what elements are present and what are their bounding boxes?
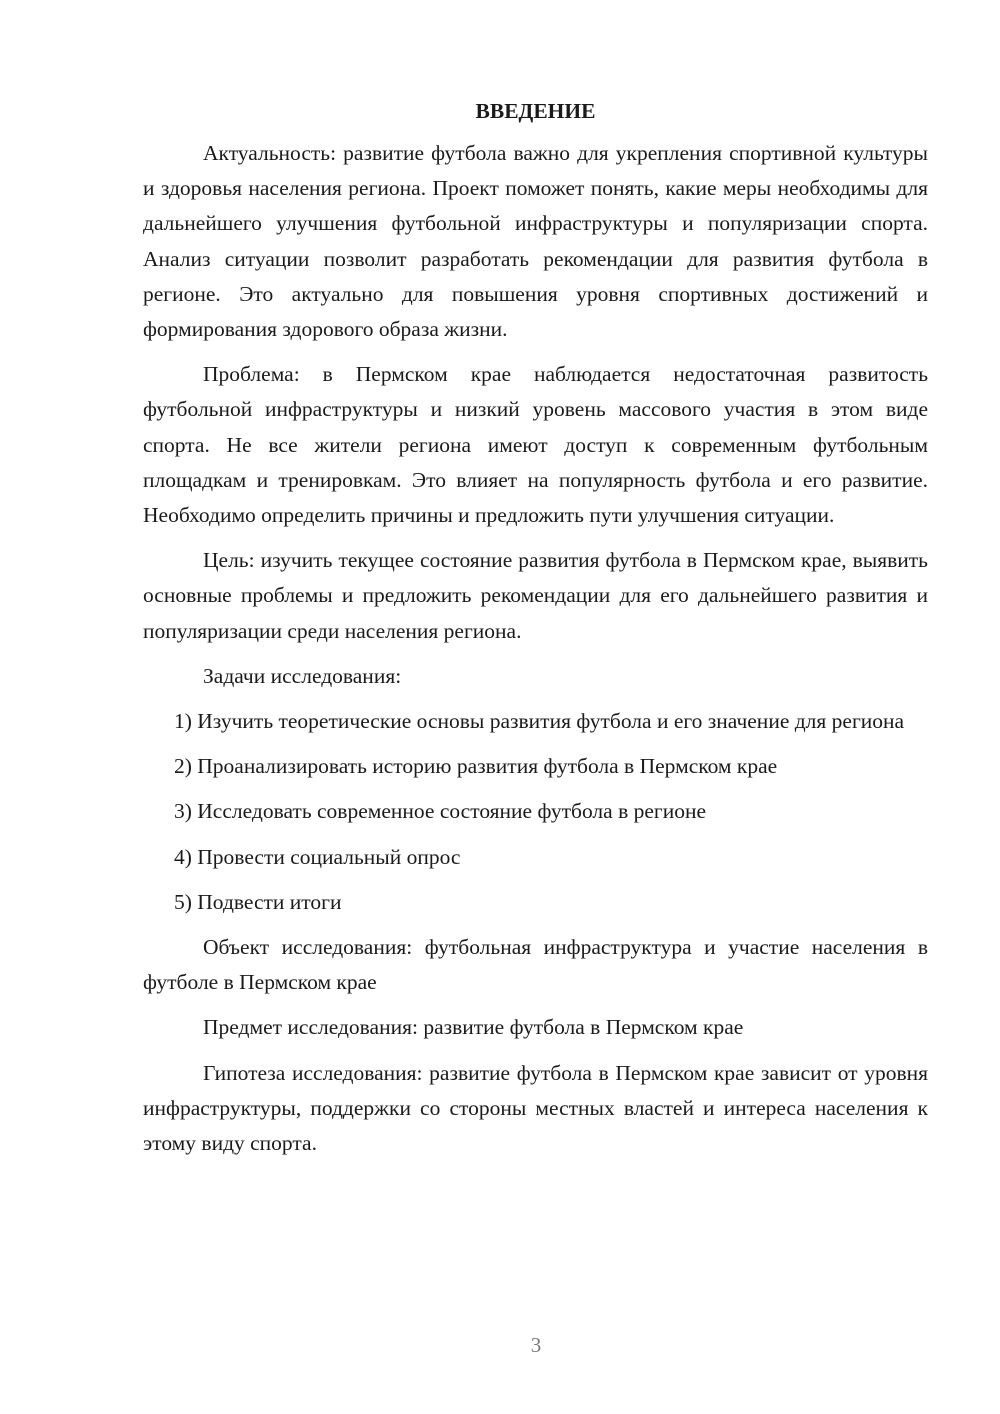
section-heading: ВВЕДЕНИЕ <box>475 99 596 123</box>
tasks-title: Задачи исследования: <box>203 663 402 688</box>
object-paragraph: Объект исследования: футбольная инфраструктура и участие населения в футболе в Пермском крае <box>143 935 928 995</box>
page-number: 3 <box>530 1333 542 1357</box>
document-page <box>143 96 928 1161</box>
task-item-2: 2) Проанализировать историю развития футбола в Пермском крае <box>174 754 778 779</box>
hypothesis-paragraph: Гипотеза исследования: развитие футбола в Пермском крае зависит от уровня инфраструктуры, поддержки со стороны местных властей и интереса населения к этому виду спорта. <box>143 1060 928 1156</box>
relevance-paragraph: Актуальность: развитие футбола важно для укрепления спортивной культуры и здоровья населения региона. Проект поможет понять, какие меры необходимы для дальнейшего улучшения футбольной инфраструктуры и популяризации спорта. Анализ ситуации позволит разработать рекомендации для развития футбола в регионе. Это актуально для повышения уровня спортивных достижений и формирования здорового образа жизни. <box>143 141 928 342</box>
task-item-1: 1) Изучить теоретические основы развития футбола и его значение для региона <box>174 709 905 734</box>
problem-paragraph: Проблема: в Пермском крае наблюдается недостаточная развитость футбольной инфраструктуры и низкий уровень массового участия в этом виде спорта. Не все жители региона имеют доступ к современным футбольным площадкам и тренировкам. Это влияет на популярность футбола и его развитие. Необходимо определить причины и предложить пути улучшения ситуации. <box>143 362 928 528</box>
task-item-5: 5) Подвести итоги <box>174 889 342 914</box>
task-item-3: 3) Исследовать современное состояние футбола в регионе <box>174 799 707 824</box>
goal-paragraph: Цель: изучить текущее состояние развития футбола в Пермском крае, выявить основные проблемы и предложить рекомендации для его дальнейшего развития и популяризации среди населения региона. <box>143 548 928 643</box>
subject-paragraph: Предмет исследования: развитие футбола в Пермском крае <box>203 1015 744 1040</box>
task-item-4: 4) Провести социальный опрос <box>174 844 461 869</box>
